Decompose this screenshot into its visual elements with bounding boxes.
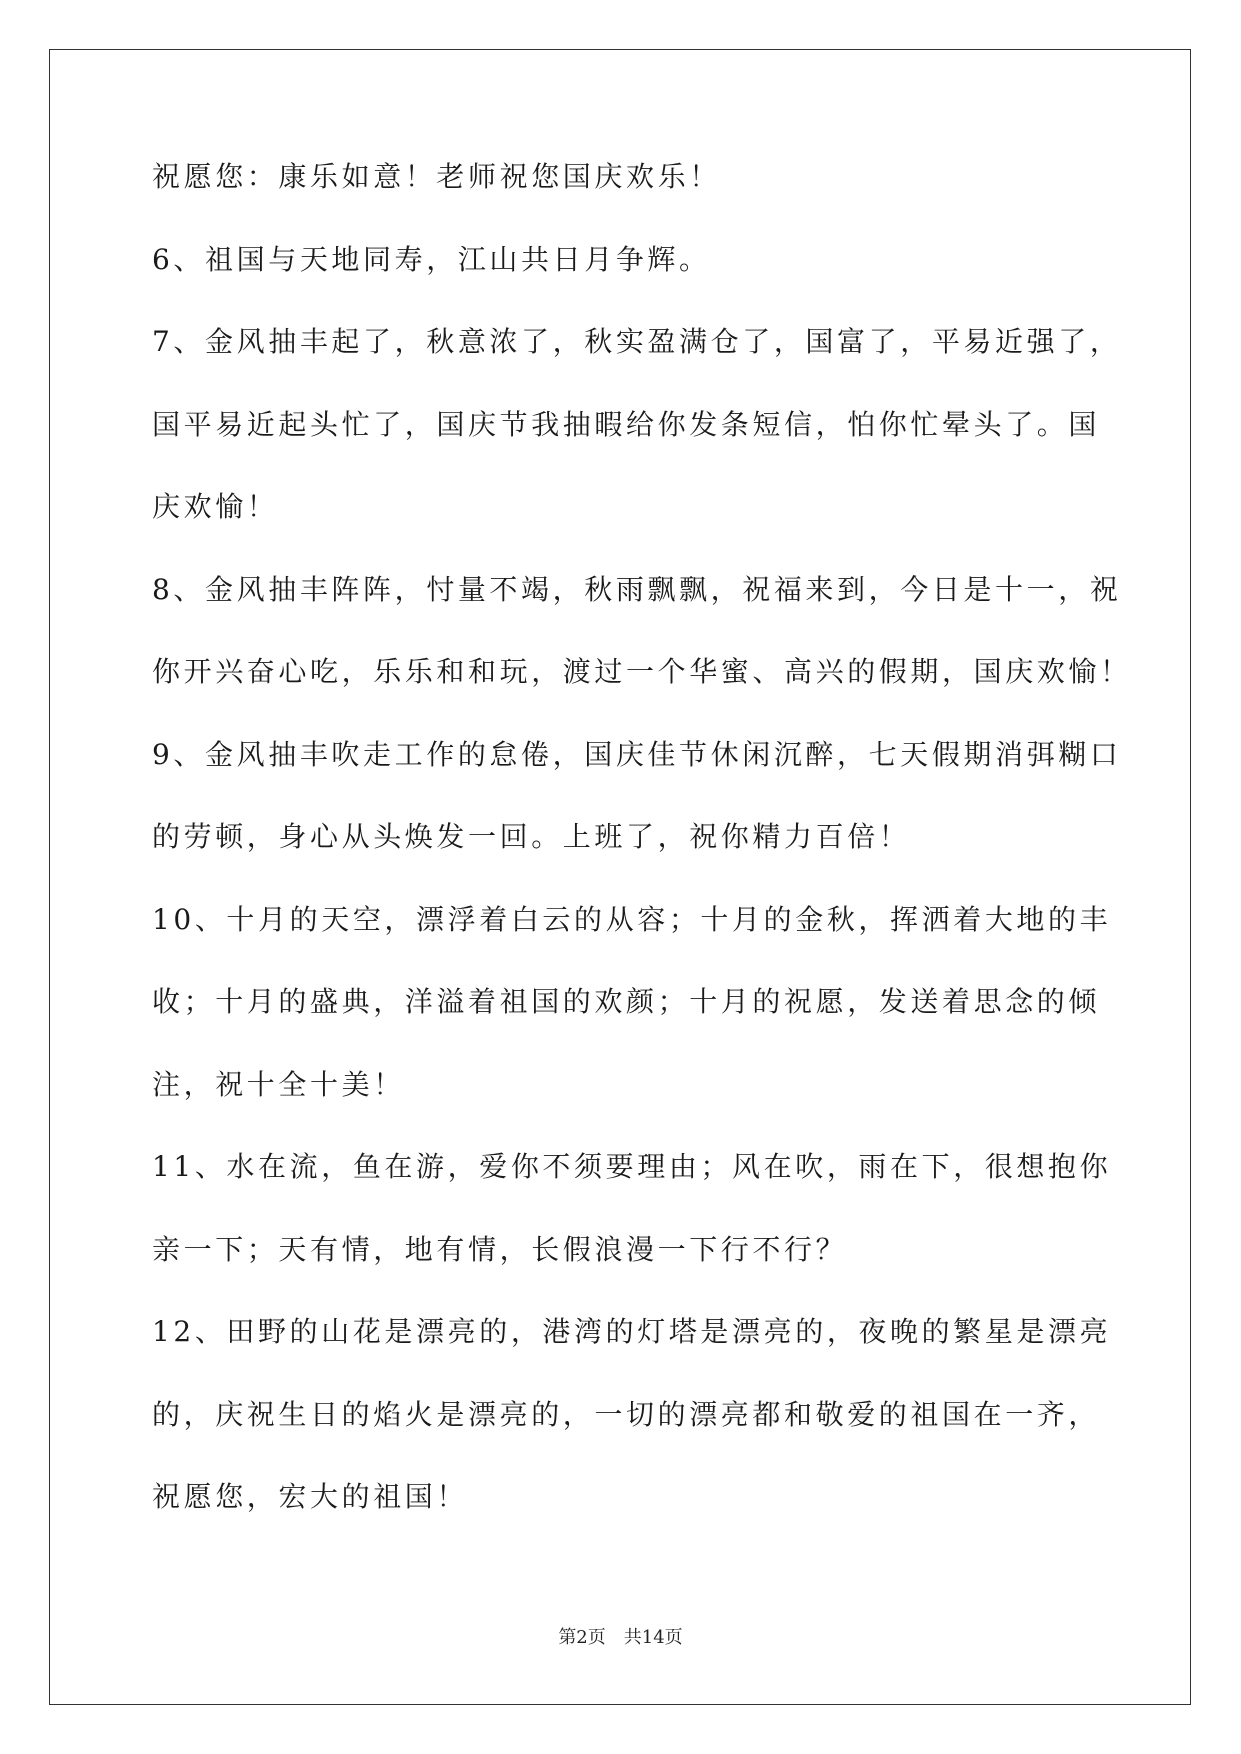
text-line: 祝愿您，宏大的祖国！ [152,1480,469,1513]
text-line: 8、金风抽丰阵阵，忖量不竭，秋雨飘飘，祝福来到，今日是十一，祝 [152,572,1122,606]
document-body [152,160,1132,1565]
text-line: 注，祝十全十美！ [152,1067,405,1101]
text-line: 9、金风抽丰吹走工作的怠倦，国庆佳节休闲沉醉，七天假期消弭糊口 [152,737,1122,771]
text-line: 亲一下；天有情，地有情，长假浪漫一下行不行？ [152,1232,848,1266]
text-line: 国平易近起头忙了，国庆节我抽暇给你发条短信，怕你忙晕头了。国 [152,407,1101,441]
text-line: 你开兴奋心吃，乐乐和和玩，渡过一个华蜜、高兴的假期，国庆欢愉！ [152,655,1132,688]
text-line: 的劳顿，身心从头焕发一回。上班了，祝你精力百倍！ [152,820,911,853]
page-number-footer: 第2页 共14页 [558,1627,683,1648]
text-line: 7、金风抽丰起了，秋意浓了，秋实盈满仓了，国富了，平易近强了， [152,325,1122,358]
text-line: 庆欢愉！ [152,490,279,523]
text-line: 11、水在流，鱼在游，爱你不须要理由；风在吹，雨在下，很想抱你 [152,1150,1112,1183]
text-line: 12、田野的山花是漂亮的，港湾的灯塔是漂亮的，夜晚的繁星是漂亮 [152,1315,1112,1348]
text-line: 祝愿您：康乐如意！老师祝您国庆欢乐！ [152,160,721,193]
text-line: 10、十月的天空，漂浮着白云的从容；十月的金秋，挥洒着大地的丰 [152,902,1112,936]
text-line: 的，庆祝生日的焰火是漂亮的，一切的漂亮都和敬爱的祖国在一齐， [152,1397,1101,1431]
text-line: 6、祖国与天地同寿，江山共日月争辉。 [152,242,711,276]
text-line: 收；十月的盛典，洋溢着祖国的欢颜；十月的祝愿，发送着思念的倾 [152,985,1101,1018]
